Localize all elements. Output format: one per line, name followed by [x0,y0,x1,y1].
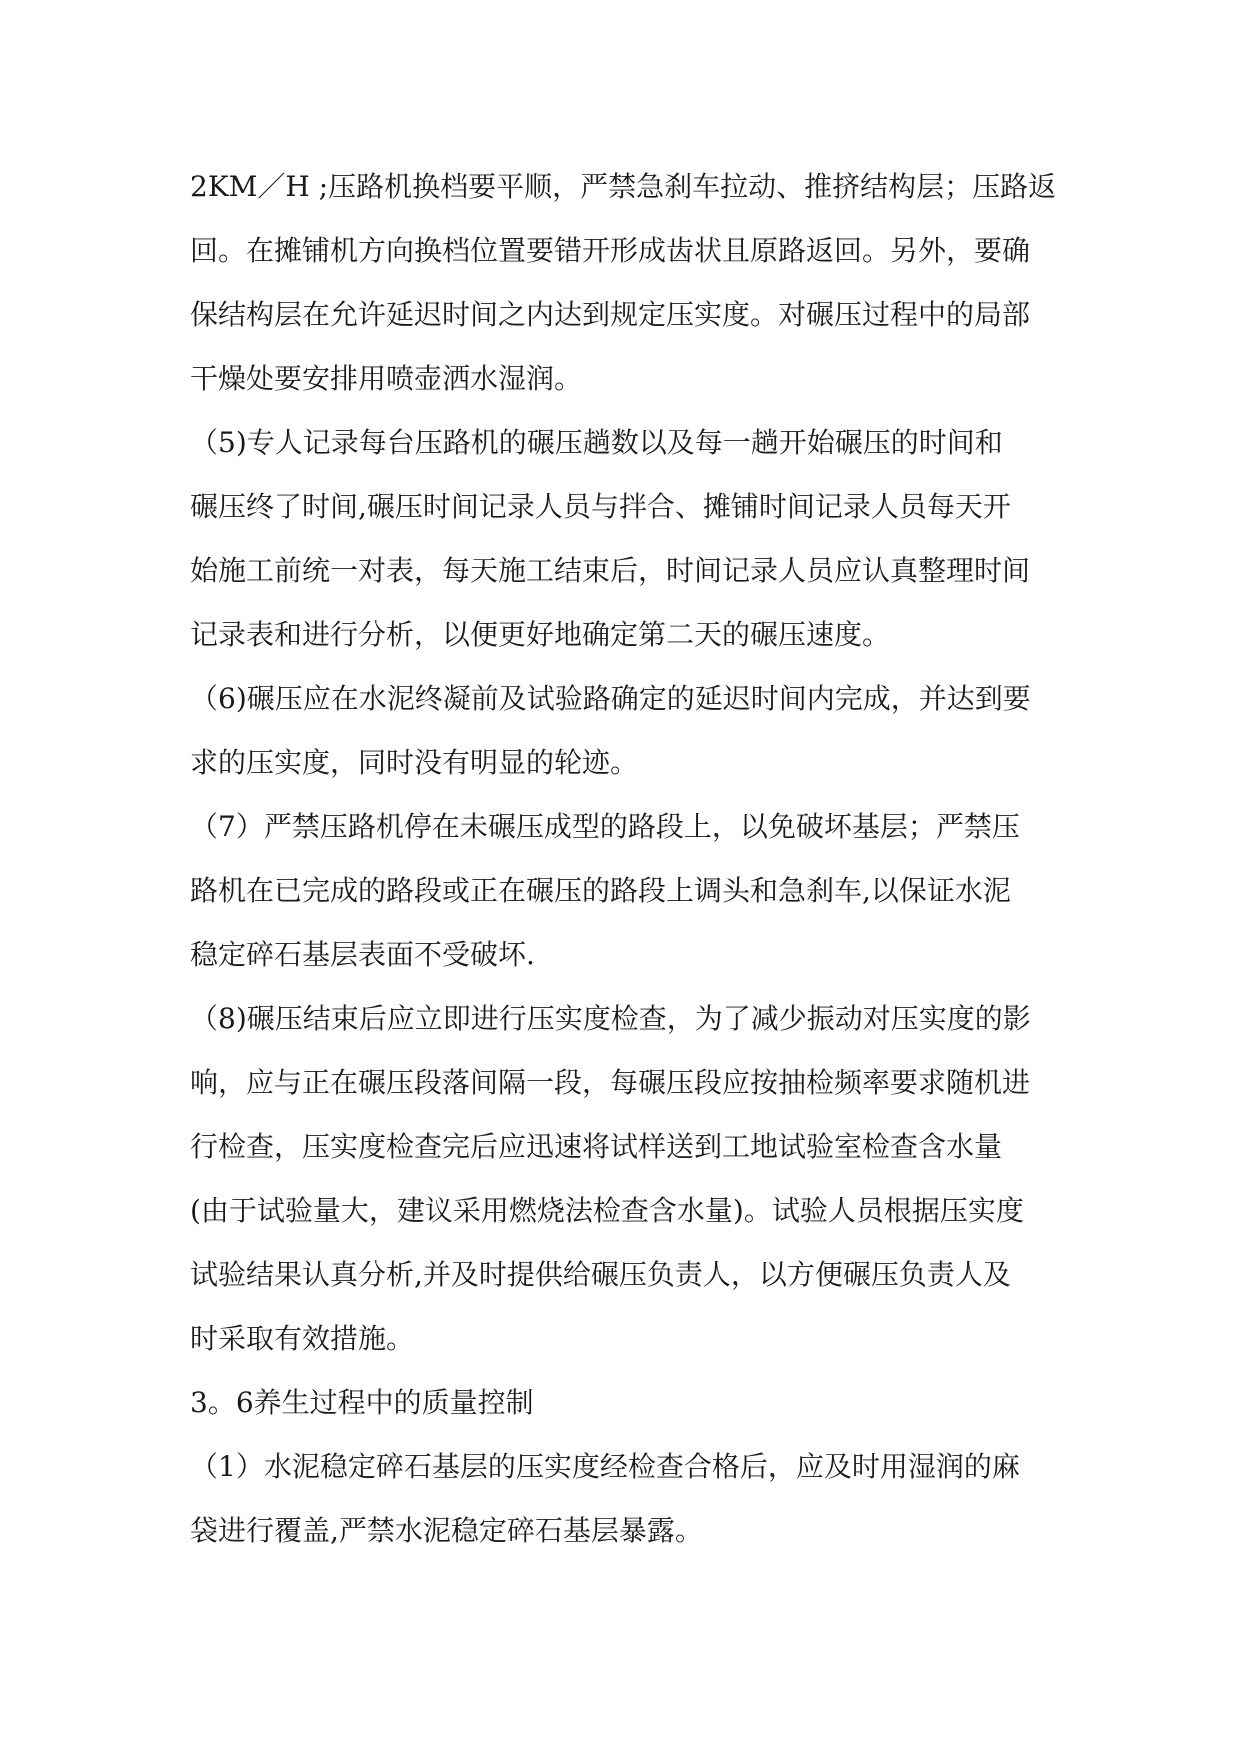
text-line: （7）严禁压路机停在未碾压成型的路段上，以免破坏基层；严禁压 [190,810,1020,843]
text-line: 2KM／H ;压路机换档要平顺，严禁急刹车拉动、推挤结构层；压路返 [190,170,1057,203]
text-line: 记录表和进行分析，以便更好地确定第二天的碾压速度。 [190,618,891,651]
text-line: (由于试验量大，建议采用燃烧法检查含水量)。试验人员根据压实度 [190,1194,1024,1227]
text-line: 时采取有效措施。 [190,1322,415,1355]
text-line: 碾压终了时间,碾压时间记录人员与拌合、摊铺时间记录人员每天开 [190,490,1011,523]
text-line: （5)专人记录每台压路机的碾压趟数以及每一趟开始碾压的时间和 [190,426,1003,459]
text-line: 干燥处要安排用喷壶洒水湿润。 [190,362,583,395]
text-line: 行检查，压实度检查完后应迅速将试样送到工地试验室检查含水量 [190,1130,1003,1163]
text-line: 始施工前统一对表，每天施工结束后，时间记录人员应认真整理时间 [190,554,1031,587]
text-line: （1）水泥稳定碎石基层的压实度经检查合格后，应及时用湿润的麻 [190,1450,1020,1483]
text-line: 试验结果认真分析,并及时提供给碾压负责人，以方便碾压负责人及 [190,1258,1011,1291]
text-line: 回。在摊铺机方向换档位置要错开形成齿状且原路返回。另外，要确 [190,234,1031,267]
text-line: 保结构层在允许延迟时间之内达到规定压实度。对碾压过程中的局部 [190,298,1031,331]
text-line: 求的压实度，同时没有明显的轮迹。 [190,746,639,779]
text-line: 响，应与正在碾压段落间隔一段，每碾压段应按抽检频率要求随机进 [190,1066,1031,1099]
text-line: 袋进行覆盖,严禁水泥稳定碎石基层暴露。 [190,1514,703,1547]
text-line: （6)碾压应在水泥终凝前及试验路确定的延迟时间内完成，并达到要 [190,682,1031,715]
text-line: （8)碾压结束后应立即进行压实度检查，为了减少振动对压实度的影 [190,1002,1031,1035]
text-line: 稳定碎石基层表面不受破坏. [190,938,535,971]
text-line: 路机在已完成的路段或正在碾压的路段上调头和急刹车,以保证水泥 [190,874,1011,907]
section-heading: 3。6养生过程中的质量控制 [190,1386,534,1419]
